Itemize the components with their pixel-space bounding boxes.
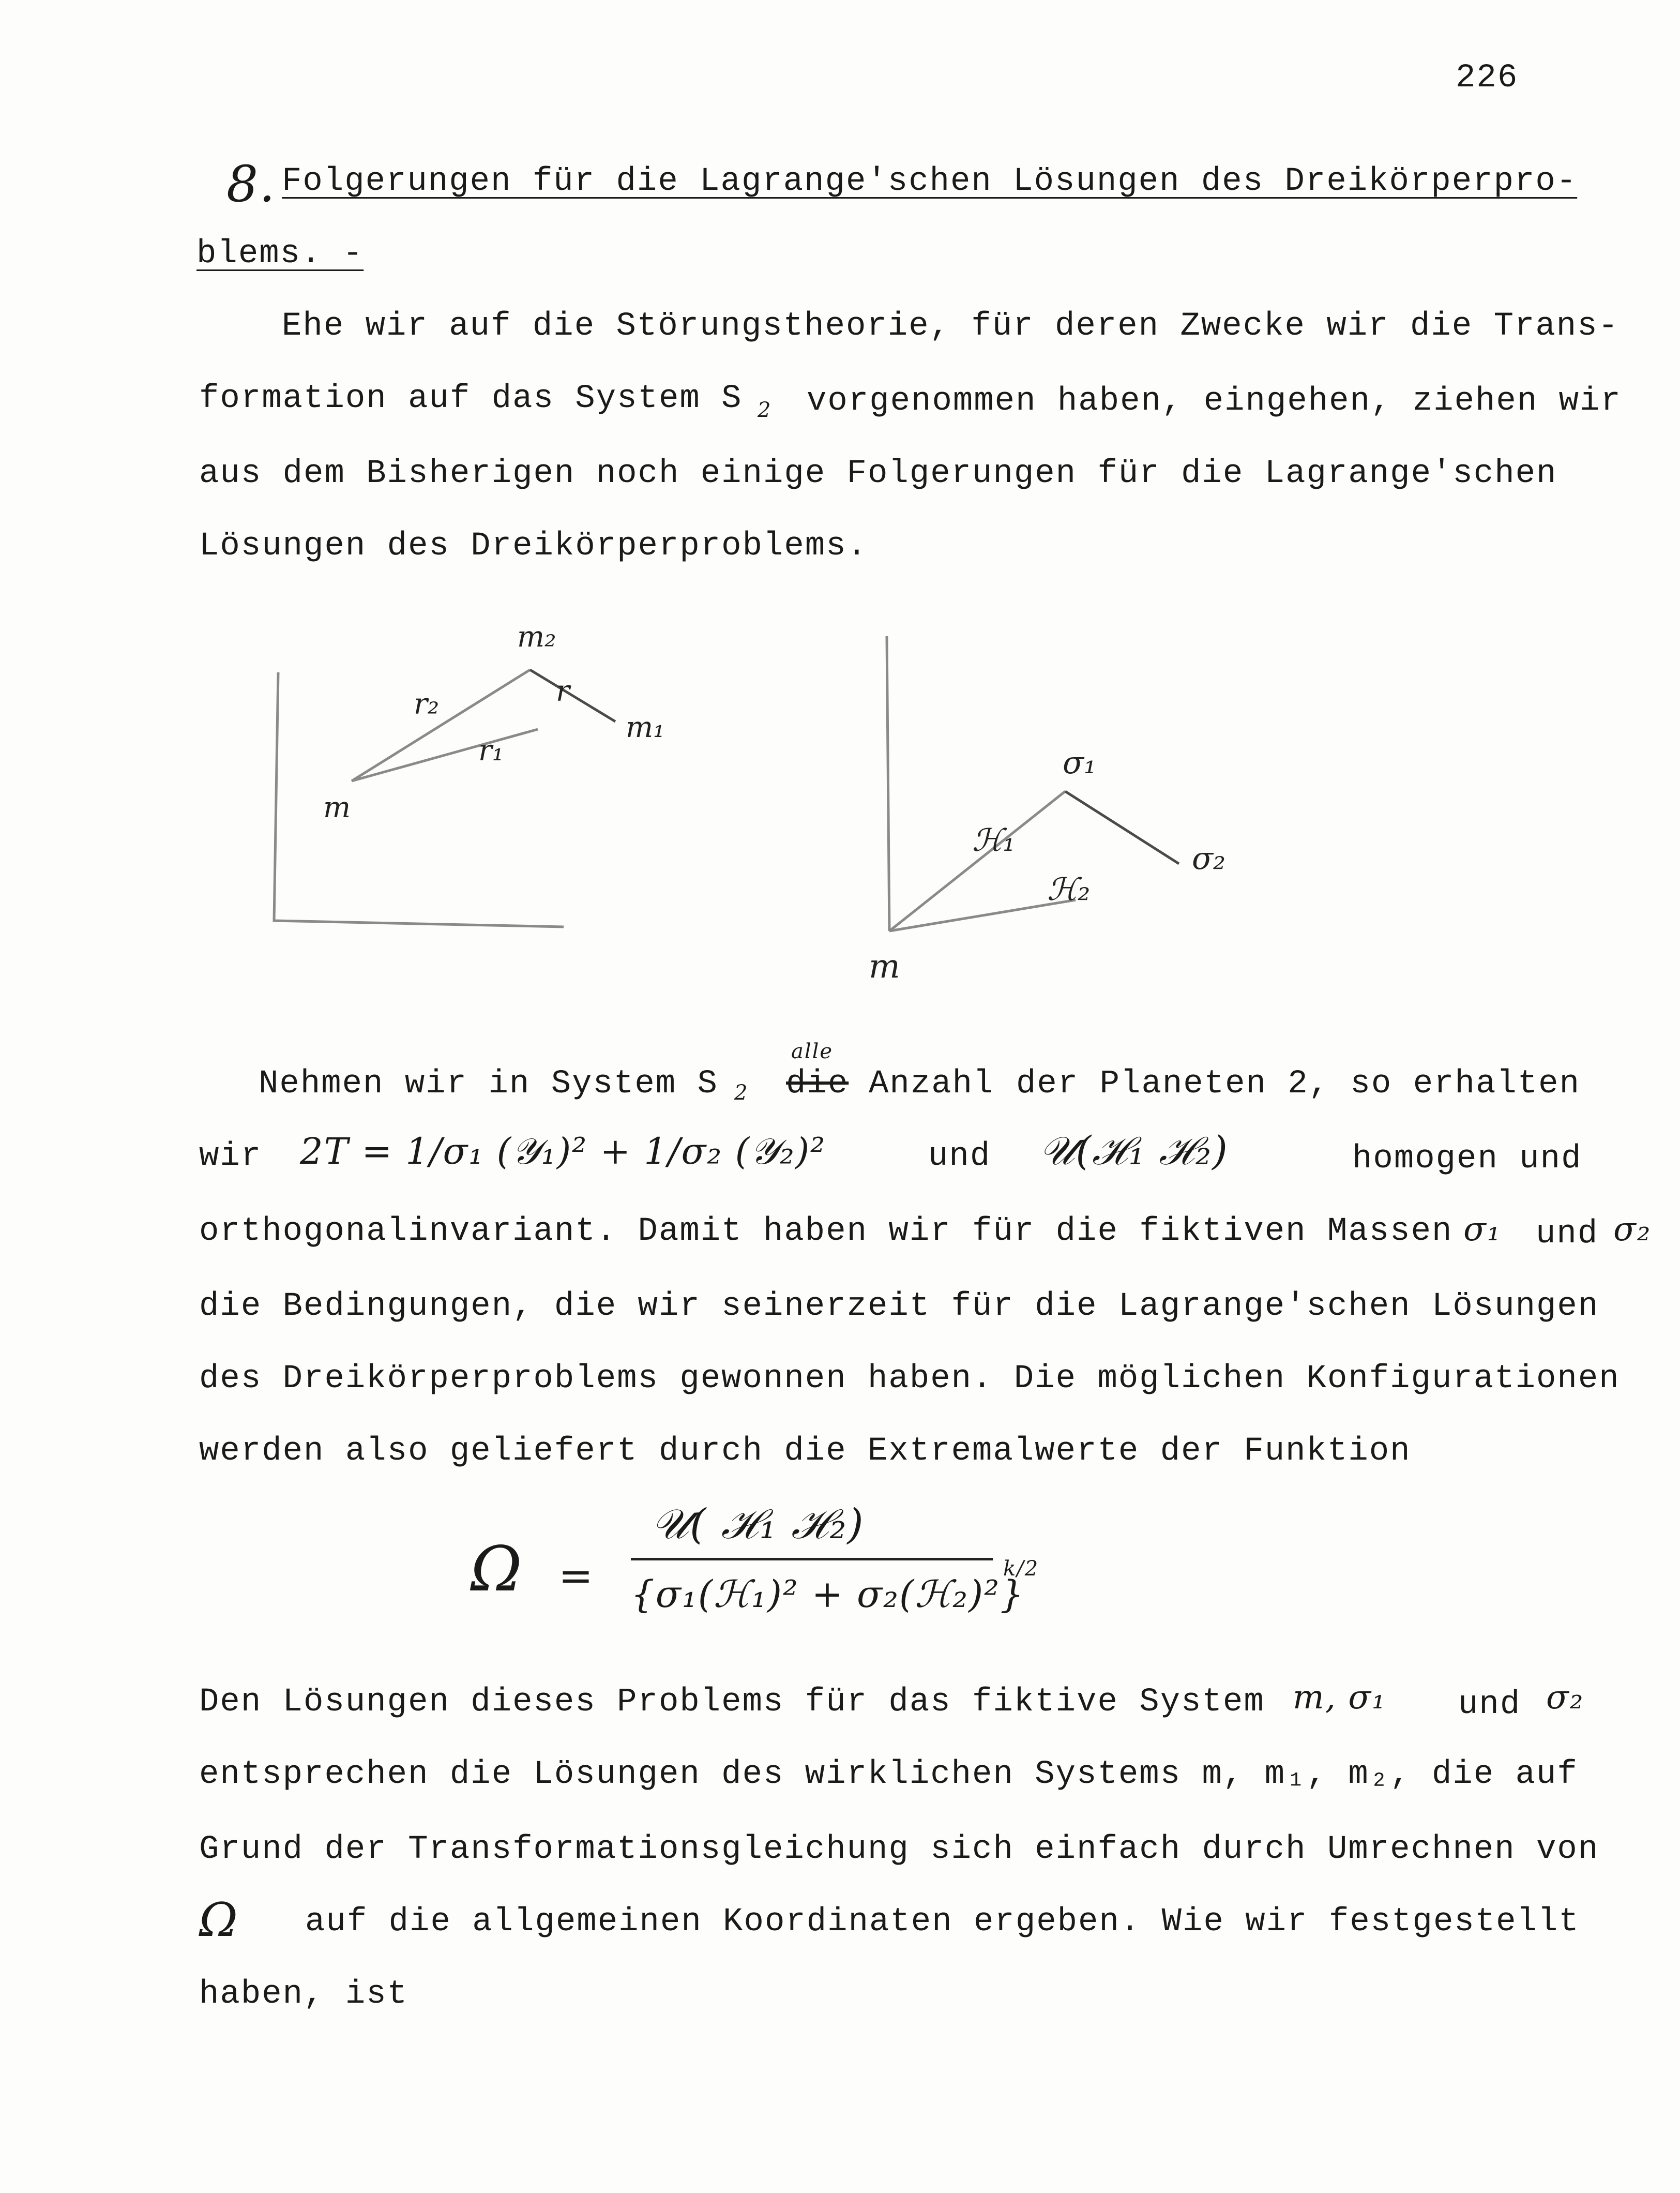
formula-numerator: 𝒰( ℋ₁ ℋ₂): [652, 1500, 865, 1548]
label-m2: m₂: [517, 620, 556, 654]
figure-right: [853, 626, 1267, 988]
paragraph3-line3: Grund der Transformationsgleichung sich einfach durch Umrechnen von: [199, 1831, 1599, 1868]
figure-left: [259, 610, 714, 947]
system-subscript: 2: [758, 398, 772, 422]
paragraph3-line2: entsprechen die Lösungen des wirklichen Systems m, m₁, m₂, die auf: [199, 1756, 1578, 1793]
paragraph3-sigma2: σ₂: [1546, 1678, 1584, 1717]
label-r: r: [556, 674, 570, 708]
paragraph2-line3: orthogonalinvariant. Damit haben wir für die fiktiven Massen: [199, 1213, 1453, 1250]
formula-exponent: k/2: [1003, 1557, 1039, 1581]
label-r2: r₂: [414, 687, 440, 721]
formula-equals: =: [558, 1552, 595, 1600]
paragraph2-line2c: homogen und: [1352, 1140, 1582, 1178]
paragraph3-line1a: Den Lösungen dieses Problems für das fiktive System: [199, 1684, 1265, 1721]
paragraph2-line2a: wir: [199, 1138, 262, 1175]
label-h1: ℋ₁: [972, 822, 1016, 859]
paragraph1-line3: aus dem Bisherigen noch einige Folgerungen für die Lagrange'schen: [199, 455, 1557, 492]
paragraph1-line2a: formation auf das System S: [199, 380, 743, 417]
paragraph2-struck-word: die: [786, 1065, 849, 1103]
paragraph2-line3-und: und: [1536, 1215, 1599, 1253]
label-h2: ℋ₂: [1047, 872, 1091, 908]
paragraph2-insert-word: alle: [791, 1040, 834, 1063]
label-m: m: [323, 791, 351, 824]
paragraph2-line1a: Nehmen wir in System S: [259, 1065, 718, 1103]
section-number: 8.: [226, 155, 276, 213]
paragraph2-subscript: 2: [734, 1081, 749, 1105]
label-m1: m₁: [626, 711, 665, 744]
paragraph1-line1: Ehe wir auf die Störungstheorie, für deren Zwecke wir die Trans-: [282, 308, 1619, 345]
label-m: m: [869, 948, 900, 986]
paragraph2-line4: die Bedingungen, die wir seinerzeit für die Lagrange'schen Lösungen: [199, 1288, 1599, 1325]
formula-omega: Ω: [471, 1534, 523, 1605]
paragraph2-line6: werden also geliefert durch die Extremalwerte der Funktion: [199, 1433, 1411, 1470]
paragraph3-line1-und: und: [1458, 1686, 1521, 1723]
paragraph2-line2b: und: [928, 1138, 991, 1175]
paragraph3-line5: haben, ist: [199, 1976, 408, 2013]
label-r1: r₁: [478, 734, 504, 768]
paragraph3-omega: Ω: [199, 1893, 239, 1947]
paragraph2-line5: des Dreikörperproblems gewonnen haben. Die möglichen Konfigurationen: [199, 1360, 1620, 1398]
section-heading-line1: Folgerungen für die Lagrange'schen Lösungen des Dreikörperpro-: [282, 163, 1578, 200]
paragraph1-line2b: vorgenommen haben, eingehen, ziehen wir: [807, 383, 1622, 420]
paragraph2-sigma2: σ₂: [1613, 1210, 1652, 1249]
label-sigma1: σ₁: [1063, 745, 1097, 781]
paragraph3-system-symbols: m, σ₁: [1293, 1678, 1386, 1717]
label-sigma2: σ₂: [1192, 840, 1226, 877]
page-number: 226: [1456, 59, 1519, 97]
paragraph2-line1c: der Planeten 2, so erhalten: [1016, 1065, 1580, 1103]
paragraph2-sigma1: σ₁: [1463, 1210, 1502, 1249]
formula-denominator: {σ₁(ℋ₁)² + σ₂(ℋ₂)²}: [631, 1572, 1025, 1616]
formula-kinetic-energy: 2T = 1/σ₁ (𝒴₁)² + 1/σ₂ (𝒴₂)²: [300, 1130, 826, 1173]
paragraph3-line4: auf die allgemeinen Koordinaten ergeben. Wie wir festgestellt: [305, 1903, 1580, 1941]
formula-fraction-bar: [631, 1558, 993, 1560]
formula-potential: 𝒰(ℋ₁ ℋ₂): [1039, 1128, 1229, 1174]
paragraph1-line4: Lösungen des Dreikörperproblems.: [199, 528, 868, 565]
section-heading-line2: blems. -: [196, 235, 364, 273]
paragraph2-line1b: Anzahl: [869, 1065, 994, 1103]
